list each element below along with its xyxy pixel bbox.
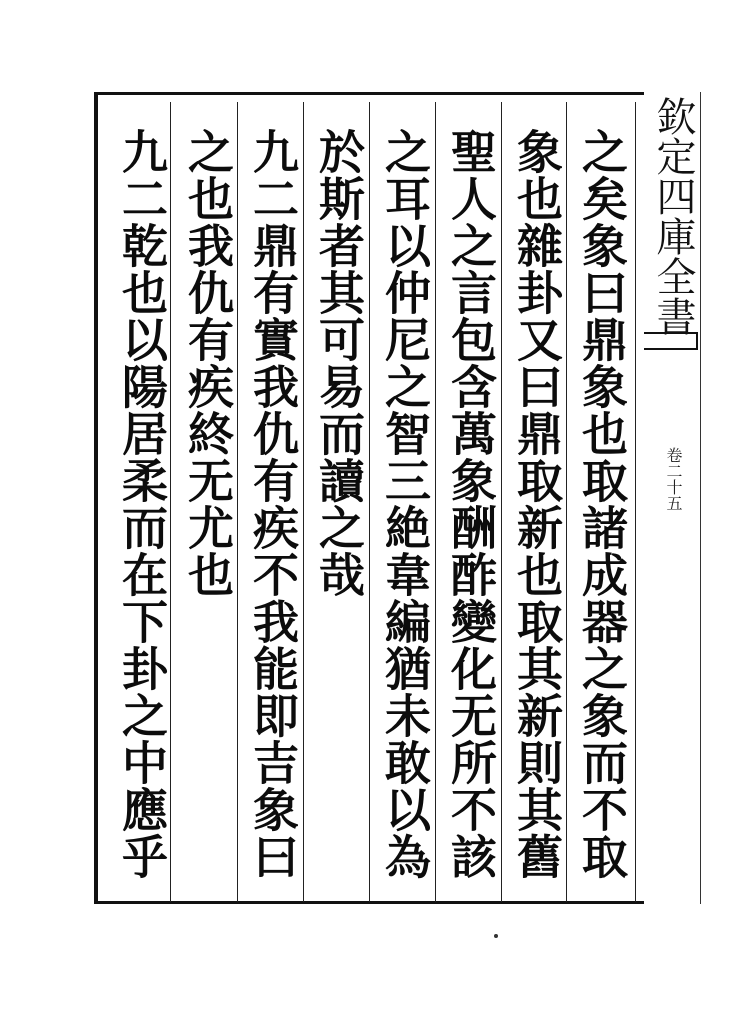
column-rule bbox=[635, 102, 636, 902]
fish-tail-mark bbox=[644, 332, 698, 350]
text-column-5: 於斯者其可易而讀之哉 bbox=[312, 128, 366, 598]
text-column-3: 聖人之言包含萬象酬酢變化无所不該 bbox=[444, 128, 498, 880]
column-rule bbox=[303, 102, 304, 902]
margin-book-title: 欽定四庫全書 bbox=[650, 96, 696, 336]
margin-band bbox=[644, 92, 704, 904]
margin-rule bbox=[700, 92, 701, 904]
text-column-4: 之耳以仲尼之智三絶韋編猶未敢以為 bbox=[378, 128, 432, 880]
margin-volume-label: 卷二十五 bbox=[664, 447, 683, 511]
text-column-6: 九二鼎有實我仇有疾不我能即吉象曰 bbox=[246, 128, 300, 880]
column-rule bbox=[369, 102, 370, 902]
column-rule bbox=[435, 102, 436, 902]
paper-speck bbox=[494, 934, 498, 938]
text-column-1: 之矣象曰鼎象也取諸成器之象而不取 bbox=[575, 128, 629, 880]
column-rule bbox=[501, 102, 502, 902]
text-column-8: 九二乾也以陽居柔而在下卦之中應乎 bbox=[115, 128, 169, 880]
text-column-7: 之也我仇有疾終无尤也 bbox=[181, 128, 235, 598]
text-column-2: 象也雜卦又曰鼎取新也取其新則其舊 bbox=[510, 128, 564, 880]
